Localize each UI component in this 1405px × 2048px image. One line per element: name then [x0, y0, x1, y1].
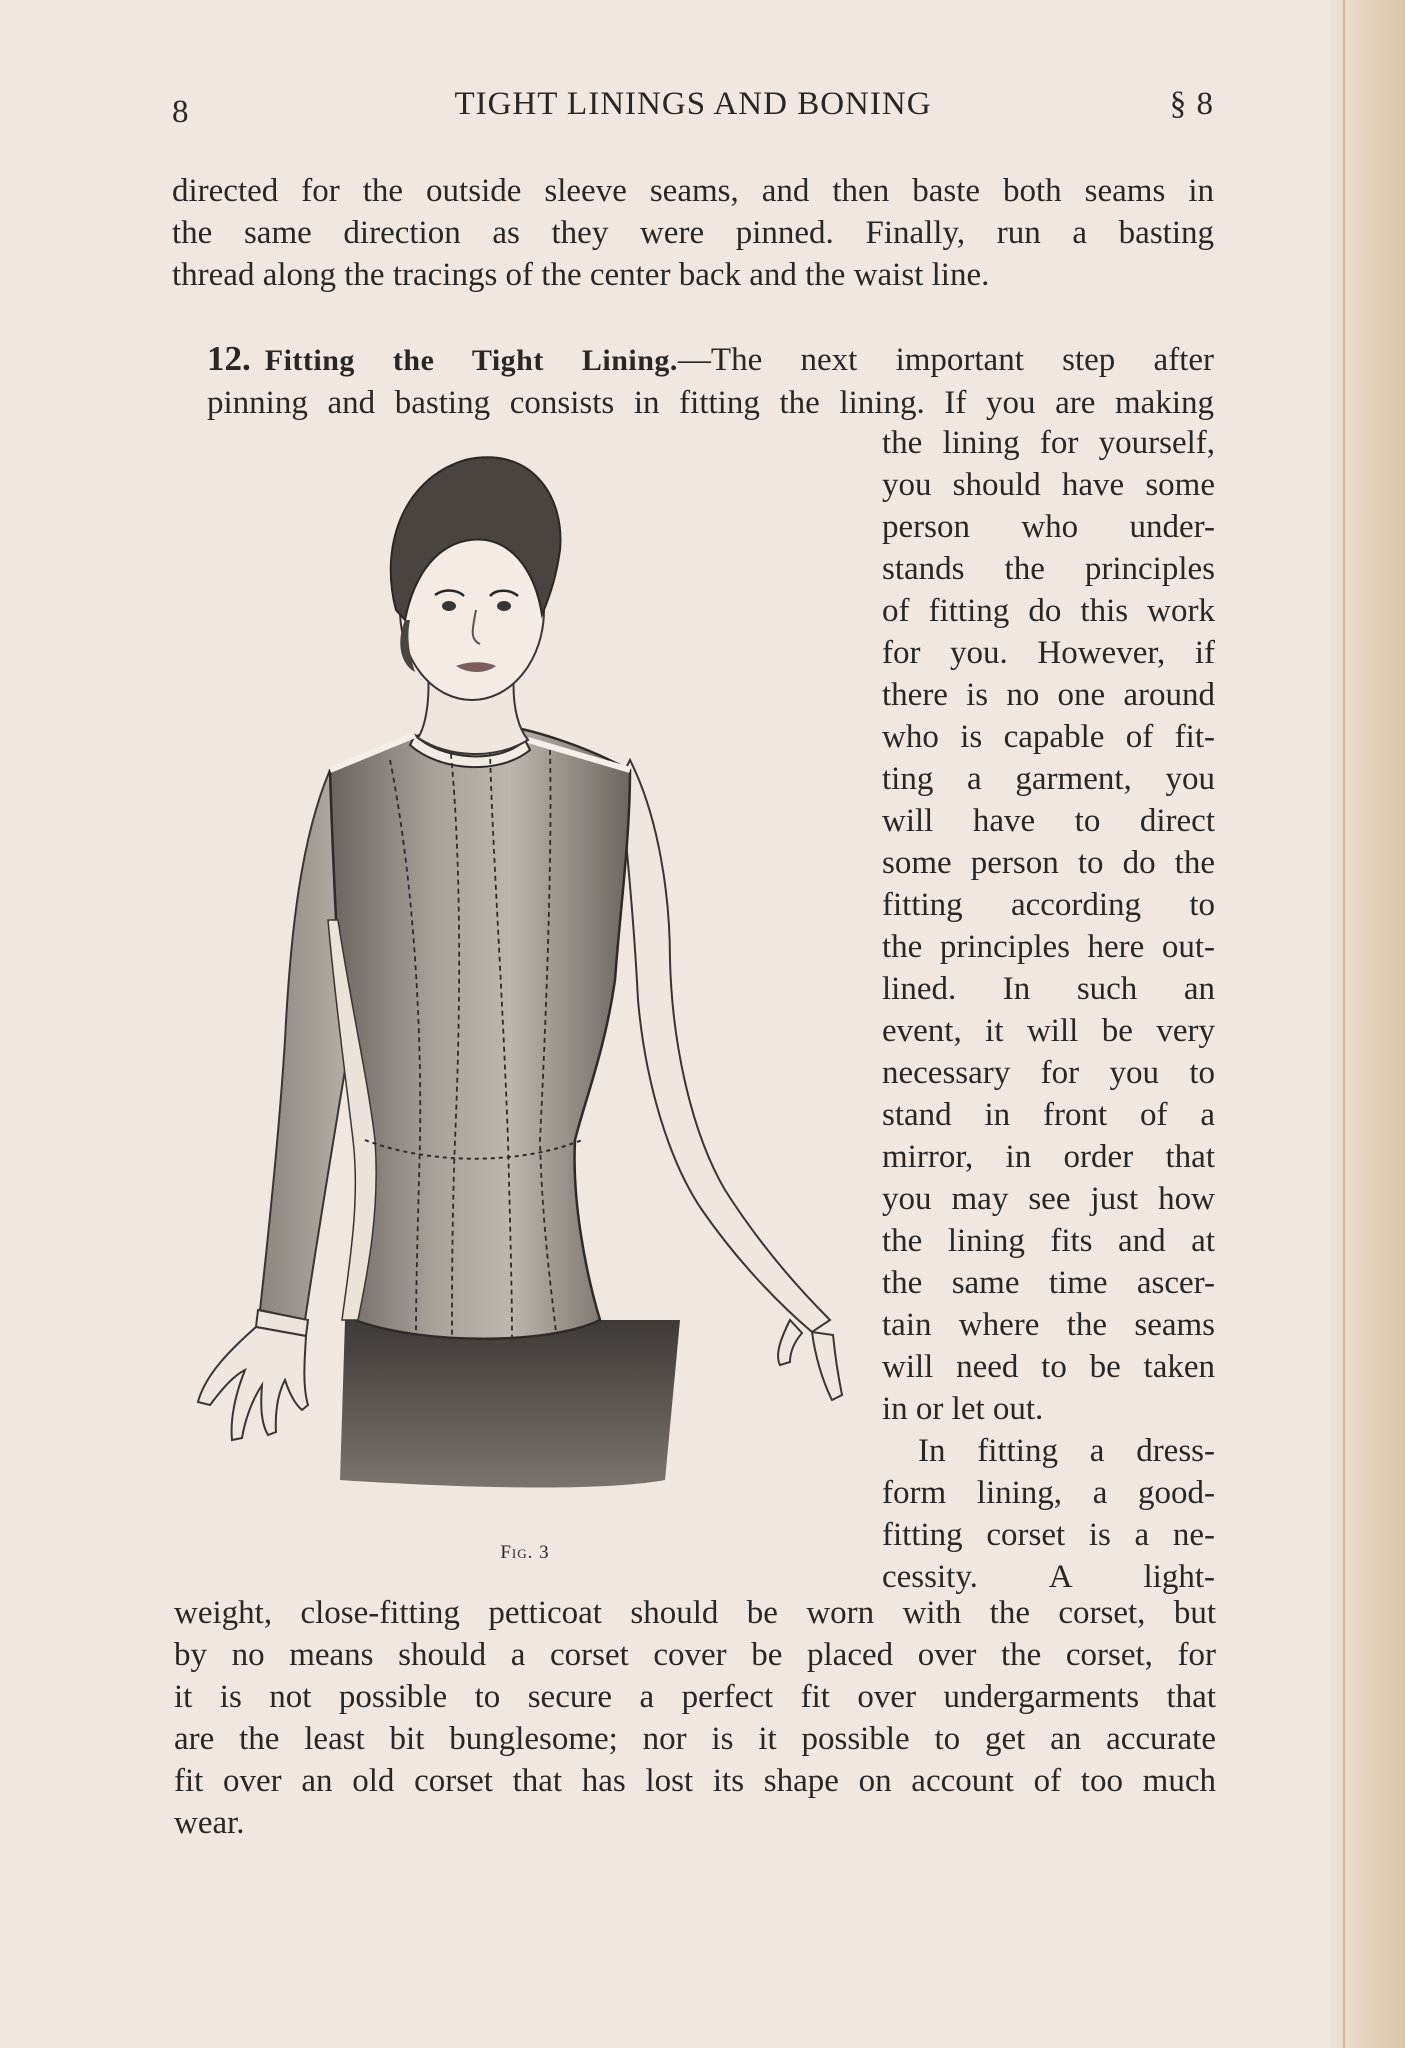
text-line: fitting corset is a ne-: [882, 1517, 1215, 1553]
text-line: form lining, a good-: [882, 1475, 1215, 1511]
text-line: the lining fits and at: [882, 1223, 1215, 1259]
text-line: the lining for yourself,: [882, 425, 1215, 461]
text-line: there is no one around: [882, 677, 1215, 713]
text-line: stand in front of a: [882, 1097, 1215, 1133]
section-12-lead: [172, 338, 1214, 424]
text-line: [172, 338, 1214, 382]
text-line: fit over an old corset that has lost its shape on account of too much: [174, 1763, 1216, 1799]
text-line: who is capable of fit-: [882, 719, 1215, 755]
text-run: —The next important step after: [677, 342, 1214, 378]
text-line: pinning and basting consists in fitting the lining. If you are making: [207, 385, 1214, 421]
paragraph-continued: [172, 170, 1214, 296]
text-line: the principles here out-: [882, 929, 1215, 965]
woman-in-fitted-lining-illustration: [190, 440, 860, 1540]
running-title: TIGHT LININGS AND BONING: [454, 86, 932, 122]
text-line: it is not possible to secure a perfect fit over undergarments that: [174, 1679, 1216, 1715]
text-line: you should have some: [882, 467, 1215, 503]
text-line: ting a garment, you: [882, 761, 1215, 797]
text-line: in or let out.: [882, 1391, 1044, 1427]
text-line: fitting according to: [882, 887, 1215, 923]
text-line: you may see just how: [882, 1181, 1215, 1217]
text-line: person who under-: [882, 509, 1215, 545]
page-number: 8: [172, 94, 190, 130]
text-line: In fitting a dress-: [918, 1433, 1215, 1469]
text-line: some person to do the: [882, 845, 1215, 881]
page-edge-shadow: [1330, 0, 1405, 2048]
section-mark: § 8: [1169, 86, 1214, 122]
text-line: cessity. A light-: [882, 1559, 1215, 1595]
figure-3-illustration: [190, 440, 860, 1540]
text-line: mirror, in order that: [882, 1139, 1215, 1175]
section-number: 12.: [207, 339, 251, 378]
text-line: lined. In such an: [882, 971, 1215, 1007]
text-line: thread along the tracings of the center back and the waist line.: [172, 257, 990, 293]
section-12-column-text: [882, 422, 1215, 1598]
text-line: will have to direct: [882, 803, 1215, 839]
text-line: of fitting do this work: [882, 593, 1215, 629]
text-line: directed for the outside sleeve seams, and then baste both seams in: [172, 173, 1214, 209]
section-12-full-width-text: [174, 1592, 1216, 1844]
text-line: necessary for you to: [882, 1055, 1215, 1091]
text-line: are the least bit bunglesome; nor is it possible to get an accurate: [174, 1721, 1216, 1757]
text-line: by no means should a corset cover be placed over the corset, for: [174, 1637, 1216, 1673]
figure-caption: Fig. 3: [500, 1542, 550, 1563]
text-line: event, it will be very: [882, 1013, 1215, 1049]
text-line: the same time ascer-: [882, 1265, 1215, 1301]
section-heading: Fitting the Tight Lining.: [264, 344, 678, 377]
text-line: tain where the seams: [882, 1307, 1215, 1343]
running-header: [172, 86, 1214, 136]
text-line: weight, close-fitting petticoat should be worn with the corset, but: [174, 1595, 1216, 1631]
page-edge-line: [1343, 0, 1345, 2048]
text-line: wear.: [174, 1805, 245, 1841]
text-line: will need to be taken: [882, 1349, 1215, 1385]
text-line: for you. However, if: [882, 635, 1215, 671]
text-line: stands the principles: [882, 551, 1215, 587]
text-line: the same direction as they were pinned. Finally, run a basting: [172, 215, 1214, 251]
